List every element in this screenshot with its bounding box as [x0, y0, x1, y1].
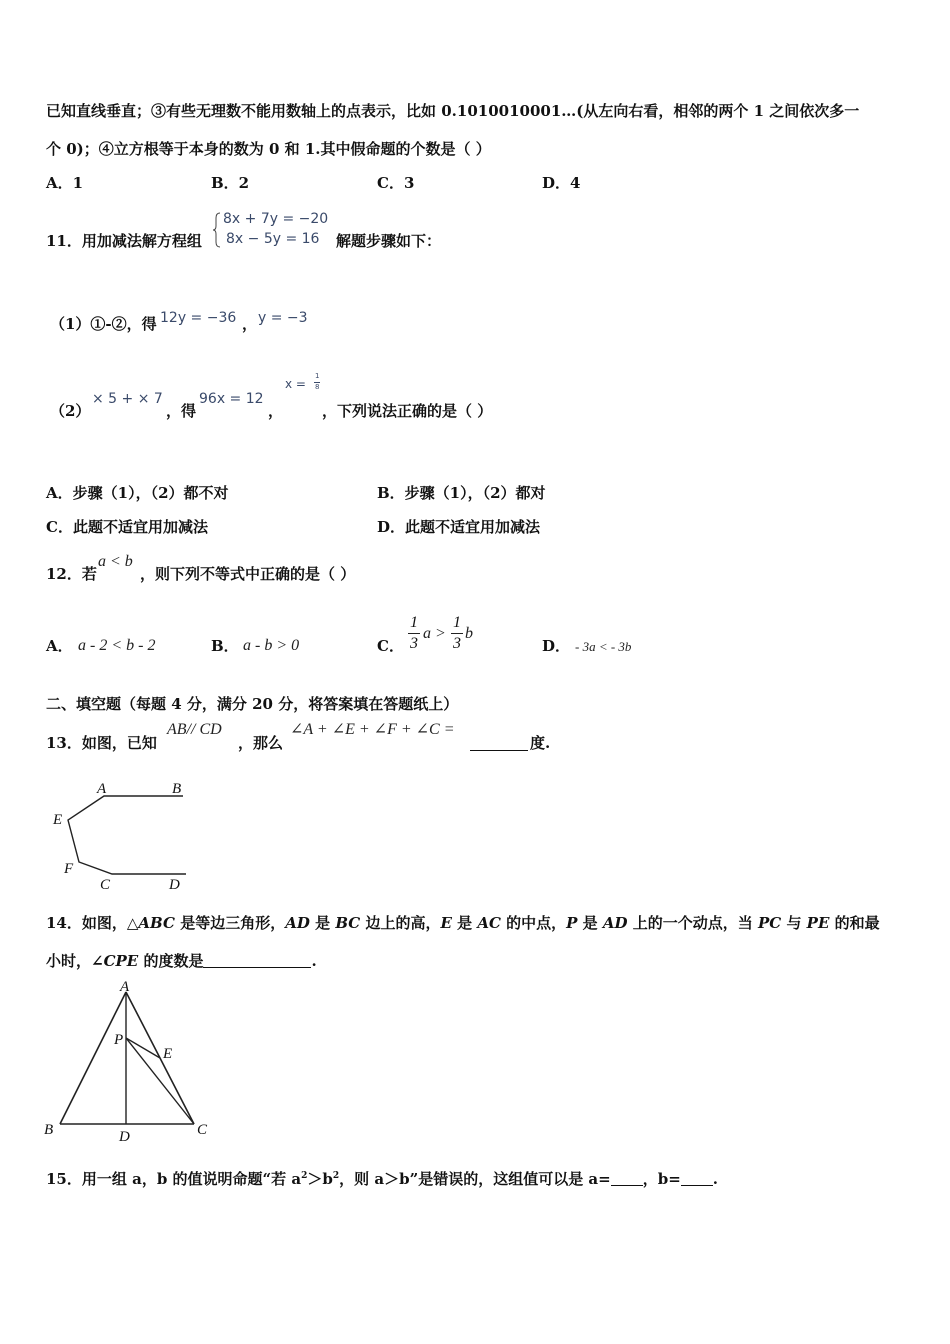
q11-step2-prefix: （2） — [50, 402, 91, 420]
q14-label-p: P — [114, 1032, 124, 1048]
q11-step2-comma: ， — [268, 402, 284, 420]
q13-label-d: D — [169, 877, 180, 893]
q12-option-c-num1: 1 — [410, 614, 418, 631]
q14-text-l: 小时，∠ — [46, 952, 104, 970]
q10-option-c: C．3 — [377, 174, 415, 192]
q13-condition: AB// CD — [167, 721, 222, 738]
q10-line1: 已知直线垂直；③有些无理数不能用数轴上的点表示，比如 0.1010010001…(从左向右看，相邻的两个 1 之间依次多一 — [46, 102, 860, 120]
q14-text-i: 上的一个动点，当 — [627, 914, 758, 932]
q15-text-c: ，则 a＞b”是错误的，这组值可以是 a= — [339, 1170, 611, 1188]
q10-option-a: A．1 — [46, 174, 84, 192]
q14-abc: ABC — [138, 914, 175, 932]
q12-condition: a < b — [98, 553, 133, 570]
q14-line1 — [46, 916, 880, 931]
q14-label-d: D — [119, 1129, 130, 1145]
q14-ad2: AD — [602, 914, 628, 932]
q14-text-k: 的和最 — [829, 914, 880, 932]
q15-sup2: 2 — [332, 1171, 340, 1181]
q13-figure — [50, 776, 200, 891]
q14-pe: PE — [806, 914, 830, 932]
q14-text-end: . — [311, 952, 317, 970]
q10-option-d: D．4 — [542, 174, 581, 192]
q14-label-b: B — [44, 1122, 54, 1138]
q11-option-d: D．此题不适宜用加减法 — [377, 518, 541, 536]
q14-text-m: 的度数是 — [138, 952, 204, 970]
q13-expression: ∠A + ∠E + ∠F + ∠C = — [290, 721, 455, 738]
q13-prefix: 13．如图，已知 — [46, 734, 157, 752]
q11-step2-x: x = — [285, 377, 306, 391]
q11-step1-eq2: y = −3 — [258, 310, 308, 326]
q11-suffix: 解题步骤如下： — [336, 232, 442, 250]
q14-ac: AC — [477, 914, 501, 932]
q14-text-d: 边上的高， — [360, 914, 441, 932]
q12-option-d-label: D． — [542, 637, 571, 655]
q11-step2-ops: × 5 + × 7 — [92, 391, 163, 407]
q13-label-f: F — [64, 861, 74, 877]
q15-blank-a[interactable] — [611, 1171, 643, 1186]
q14-label-a: A — [120, 979, 130, 995]
q15-text-b: ＞b — [307, 1170, 333, 1188]
q14-answer-blank[interactable] — [203, 953, 311, 968]
q11-eq2: 8x − 5y = 16 — [226, 231, 320, 247]
q14-text-j: 与 — [781, 914, 807, 932]
q12-option-b-label: B． — [211, 637, 239, 655]
q14-figure — [42, 980, 212, 1145]
q14-label-c: C — [197, 1122, 208, 1138]
q11-option-c: C．此题不适宜用加减法 — [46, 518, 208, 536]
q11-step2-de: ，得 — [166, 402, 197, 420]
q13-label-b: B — [172, 781, 182, 797]
q12-suffix: ，则下列不等式中正确的是（ ） — [140, 565, 356, 583]
q11-step2-x-num: 1 — [315, 372, 320, 380]
q11-step2-eq1: 96x = 12 — [199, 391, 264, 407]
q11-step1-prefix: （1）①-②，得 — [50, 315, 157, 333]
section2-title: 二、填空题（每题 4 分，满分 20 分，将答案填在答题纸上） — [46, 695, 459, 713]
q11-brace — [213, 212, 221, 248]
q12-option-c-num2: 1 — [453, 614, 461, 631]
q12-option-d: - 3a < - 3b — [575, 639, 632, 654]
q12-option-c-den2: 3 — [453, 635, 461, 652]
q14-bc: BC — [335, 914, 361, 932]
q15-text — [46, 1171, 718, 1187]
q14-label-e: E — [163, 1046, 173, 1062]
q11-step1-sep: ， — [242, 315, 258, 333]
q15-sup1: 2 — [301, 1171, 308, 1181]
q10-option-b: B．2 — [211, 174, 250, 192]
q14-p: P — [566, 914, 578, 932]
q14-text-h: 是 — [577, 914, 603, 932]
q11-step2-suffix: ，下列说法正确的是（ ） — [322, 402, 493, 420]
q14-line2 — [46, 953, 317, 969]
q14-cpe: CPE — [103, 952, 139, 970]
q12-prefix: 12．若 — [46, 565, 97, 583]
q11-step2-x-den: 8 — [315, 383, 320, 391]
q12-option-a: a - 2 < b - 2 — [78, 637, 156, 654]
q13-mid: ，那么 — [238, 734, 284, 752]
q14-text-b: 是等边三角形， — [174, 914, 286, 932]
q13-path-b-a-e-f-c-d — [68, 796, 186, 874]
q15-text-a: 15．用一组 a，b 的值说明命题“若 a — [46, 1170, 302, 1188]
q15-blank-b[interactable] — [681, 1171, 713, 1186]
q10-line2: 个 0)；④立方根等于本身的数为 0 和 1.其中假命题的个数是（ ） — [46, 140, 491, 158]
q12-option-c-b: b — [465, 625, 473, 642]
q11-option-b: B．步骤（1），（2）都对 — [377, 484, 546, 502]
q13-label-a: A — [97, 781, 107, 797]
q12-option-c-den1: 3 — [410, 635, 418, 652]
q12-option-c-label: C． — [377, 637, 404, 655]
q14-text-f: 是 — [451, 914, 478, 932]
q13-answer-blank[interactable] — [470, 736, 528, 751]
q11-eq1: 8x + 7y = −20 — [223, 211, 329, 227]
q13-label-c: C — [100, 877, 111, 893]
q15-text-e: . — [712, 1170, 719, 1188]
q14-text-g: 的中点， — [500, 914, 567, 932]
q11-prefix: 11．用加减法解方程组 — [46, 232, 202, 250]
q15-text-d: ，b= — [642, 1170, 681, 1188]
q14-text-c: 是 — [309, 914, 336, 932]
q14-e: E — [440, 914, 452, 932]
q14-text-a: 14．如图，△ — [46, 914, 139, 932]
q11-step1-eq1: 12y = −36 — [160, 310, 237, 326]
q14-ad: AD — [285, 914, 310, 932]
q14-pc: PC — [758, 914, 782, 932]
q12-option-a-label: A． — [46, 637, 73, 655]
q12-option-c-frac2 — [451, 615, 463, 652]
q12-option-c-frac1 — [408, 615, 420, 652]
q11-option-a: A．步骤（1），（2）都不对 — [46, 484, 229, 502]
q14-side-ab — [60, 992, 126, 1124]
q12-option-b: a - b > 0 — [243, 637, 300, 654]
q12-option-c-a: a > — [423, 625, 446, 642]
q13-suffix: 度. — [530, 734, 551, 752]
q14-segment-pc — [126, 1038, 194, 1124]
q13-label-e: E — [53, 812, 63, 828]
